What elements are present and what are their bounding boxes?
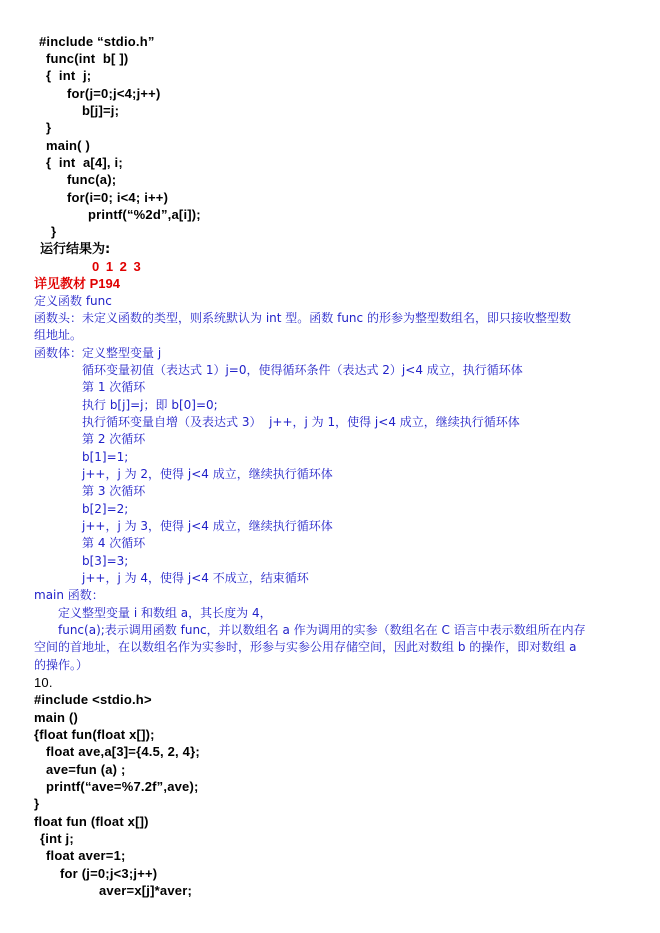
explain-line: 第 2 次循环 <box>82 432 146 446</box>
code2-line: ave=fun (a) ; <box>46 762 126 777</box>
explain-line: 第 3 次循环 <box>82 484 146 498</box>
code1-line: #include “stdio.h” <box>39 34 155 49</box>
explain-line: 空间的首地址，在以数组名作为实参时，形参与实参公用存储空间，因此对数组 b 的操作，即对数组 a <box>34 640 577 654</box>
explain-line: b[3]=3; <box>82 554 129 568</box>
code2-line: float ave,a[3]={4.5, 2, 4}; <box>46 744 200 759</box>
result-label: 运行结果为: <box>40 242 111 257</box>
explain-line: 执行 b[j]=j；即 b[0]=0; <box>82 398 218 412</box>
result-value: 0 1 2 3 <box>92 259 141 274</box>
explain-line: b[1]=1; <box>82 450 129 464</box>
explain-line: 函数体：定义整型变量 j <box>34 346 162 360</box>
code1-line: func(int b[ ]) <box>46 51 129 66</box>
code2-line: float fun (float x[]) <box>34 814 149 829</box>
code1-line: { int j; <box>46 68 92 83</box>
explain-line: 的操作。） <box>34 658 89 672</box>
textbook-reference: 详见教材 P194 <box>34 276 120 291</box>
explain-line: 组地址。 <box>34 328 83 342</box>
code2-line: aver=x[j]*aver; <box>99 883 192 898</box>
explain-line: 函数头：未定义函数的类型，则系统默认为 int 型。函数 func 的形参为整型数组名，即只接收整型数 <box>34 311 571 325</box>
explain-line: j++，j 为 2，使得 j<4 成立，继续执行循环体 <box>82 467 333 481</box>
code1-line: for(i=0; i<4; i++) <box>67 190 169 205</box>
explain-line: 定义整型变量 i 和数组 a，其长度为 4， <box>58 606 272 620</box>
code1-line: } <box>51 224 57 239</box>
code1-line: printf(“%2d”,a[i]); <box>88 207 201 222</box>
code2-line: 10. <box>34 675 53 690</box>
explain-line: j++，j 为 3，使得 j<4 成立，继续执行循环体 <box>82 519 333 533</box>
explain-line: 定义函数 func <box>34 294 112 308</box>
explain-line: j++，j 为 4，使得 j<4 不成立，结束循环 <box>82 571 309 585</box>
code1-line: for(j=0;j<4;j++) <box>67 86 161 101</box>
code1-line: func(a); <box>67 172 117 187</box>
explain-line: b[2]=2; <box>82 502 129 516</box>
explain-line: main 函数： <box>34 588 104 602</box>
code2-line: #include <stdio.h> <box>34 692 152 707</box>
code1-line: } <box>46 120 52 135</box>
explain-line: 第 4 次循环 <box>82 536 146 550</box>
explain-line: 第 1 次循环 <box>82 380 146 394</box>
code1-line: { int a[4], i; <box>46 155 123 170</box>
code2-line: printf(“ave=%7.2f”,ave); <box>46 779 199 794</box>
explain-line: func(a);表示调用函数 func，并以数组名 a 作为调用的实参（数组名在 C 语言中表示数组所在内存 <box>58 623 586 637</box>
code2-line: {float fun(float x[]); <box>34 727 155 742</box>
code1-line: main( ) <box>46 138 91 153</box>
code1-line: b[j]=j; <box>82 103 120 118</box>
code2-line: } <box>34 796 40 811</box>
explain-line: 循环变量初值（表达式 1）j=0，使得循环条件（表达式 2）j<4 成立，执行循环体 <box>82 363 523 377</box>
code2-line: float aver=1; <box>46 848 126 863</box>
explain-line: 执行循环变量自增（及表达式 3） j++，j 为 1，使得 j<4 成立，继续执行循环体 <box>82 415 520 429</box>
code2-line: {int j; <box>40 831 74 846</box>
code2-line: main () <box>34 710 79 725</box>
code2-line: for (j=0;j<3;j++) <box>60 866 158 881</box>
